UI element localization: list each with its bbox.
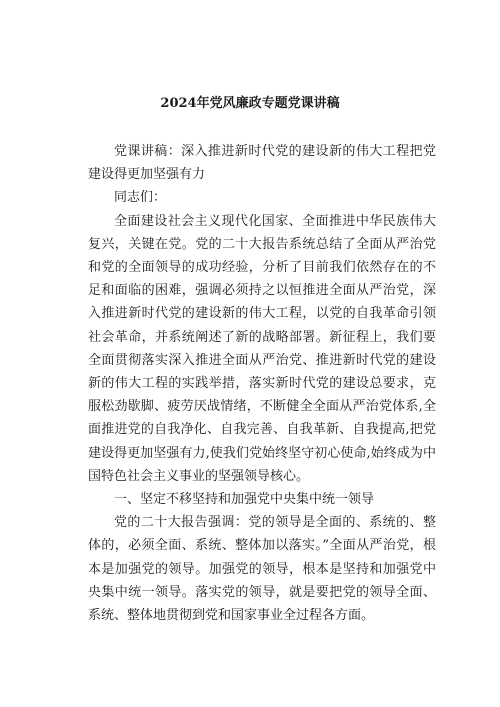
document-title: 2024年党风廉政专题党课讲稿 (160, 96, 340, 111)
paragraph-section-heading-1: 一、坚定不移坚持和加强党中央集中统一领导 (114, 492, 375, 508)
document-body (88, 140, 436, 627)
paragraph-introduction: 全面建设社会主义现代化国家、全面推进中华民族伟大复兴，关键在党。党的二十大报告系统总结了全面从严治党和党的全面领导的成功经验，分析了目前我们依然存在的不足和面临的困难，强调必须持之以恒推进全面从严治党，深入推进新时代党的建设新的伟大工程，以党的自我革命引领社会革命，并系统阐述了新的战略部署。新征程上，我们要全面贯彻落实深入推进全面从严治党、推进新时代党的建设新的伟大工程的实践举措，落实新时代党的建设总要求，克服松劲歇脚、疲劳厌战情绪，不断健全全面从严治党体系,全面推进党的自我净化、自我完善、自我革新、自我提高,把党建设得更加坚强有力,使我们党始终坚守初心使命,始终成为中国特色社会主义事业的坚强领导核心。 (88, 213, 436, 484)
paragraph-section-1-body: 党的二十大报告强调：党的领导是全面的、系统的、整体的，必须全面、系统、整体加以落实。”全面从严治党，根本是加强党的领导。加强党的领导，根本是坚持和加强党中央集中统一领导。落实党的领导，就是要把党的领导全面、系统、整体地贯彻到党和国家事业全过程各方面。 (88, 515, 436, 624)
paragraph-salutation: 同志们： (114, 190, 167, 206)
paragraph-lecture-subtitle: 党课讲稿：深入推进新时代党的建设新的伟大工程把党建设得更加坚强有力 (88, 144, 436, 183)
